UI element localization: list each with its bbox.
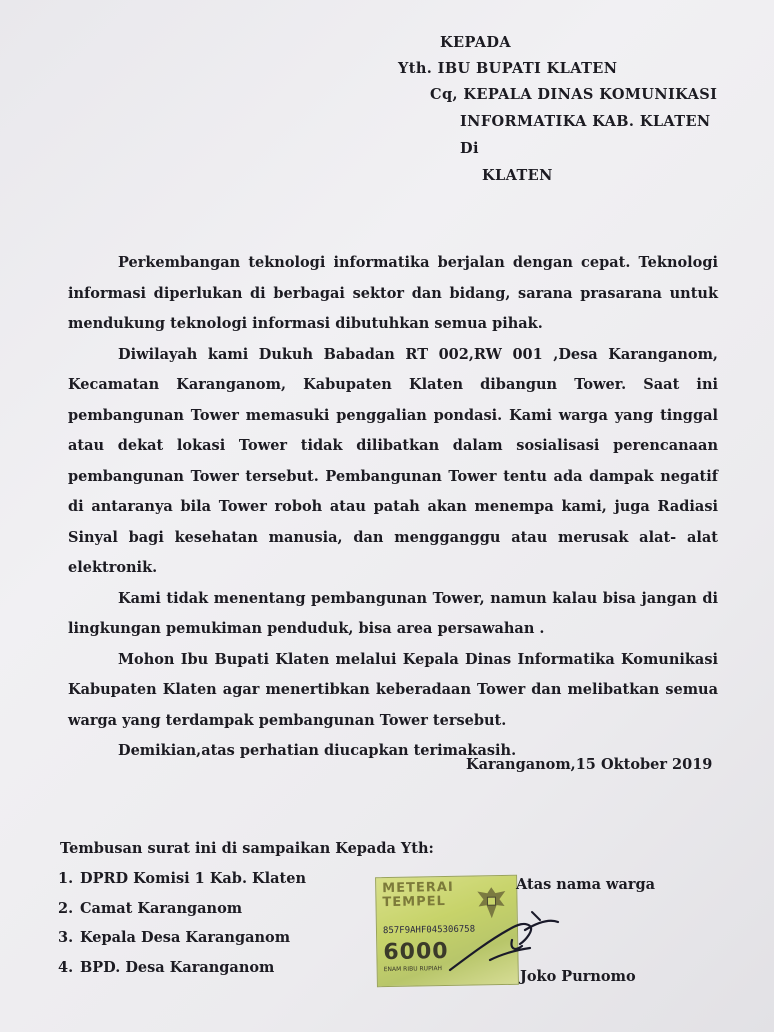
address-line-di: Di [460, 140, 479, 157]
paragraph-4: Mohon Ibu Bupati Klaten melalui Kepala Dinas Informatika Komunikasi Kabupaten Klaten agar menertibkan keberadaan Tower dan melibatkan semua warga yang terdampak pembangunan Tower tersebut. [68, 650, 718, 729]
letter-date: Karanganom,15 Oktober 2019 [466, 756, 713, 773]
signature-label: Atas nama warga [516, 876, 656, 893]
address-line-city: KLATEN [482, 167, 553, 184]
address-line-agency: INFORMATIKA KAB. KLATEN [460, 113, 711, 130]
stamp-title: METERAI TEMPEL [382, 879, 454, 911]
letter-body [68, 248, 718, 767]
cc-item: 2. Camat Karanganom [58, 899, 243, 917]
address-line-recipient: Yth. IBU BUPATI KLATEN [398, 60, 618, 77]
paragraph-3: Kami tidak menentang pembangunan Tower, namun kalau bisa jangan di lingkungan pemukiman penduduk, bisa area persawahan . [68, 589, 718, 637]
stamp-subtext: ENAM RIBU RUPIAH [383, 965, 443, 974]
cc-item: 1. DPRD Komisi 1 Kab. Klaten [58, 870, 307, 887]
cc-item: 4. BPD. Desa Karanganom [58, 958, 275, 976]
cc-list [58, 864, 306, 982]
paragraph-5: Demikian,atas perhatian diucapkan terimakasih. [118, 742, 517, 759]
stamp-value: 6000 [383, 938, 449, 966]
cc-item: 3. Kepala Desa Karanganom [58, 929, 291, 946]
stamp-serial: 857F9AHF045306758 [382, 924, 476, 937]
signer-name: Joko Purnomo [520, 968, 636, 985]
address-line-cq: Cq, KEPALA DINAS KOMUNIKASI [430, 86, 718, 103]
paragraph-1: Perkembangan teknologi informatika berjalan dengan cepat. Teknologi informasi diperlukan di berbagai sektor dan bidang, sarana prasarana untuk mendukung teknologi informasi dibutuhkan semua pihak. [68, 254, 718, 332]
cc-title: Tembusan surat ini di sampaikan Kepada Yth: [60, 840, 434, 857]
paragraph-2: Diwilayah kami Dukuh Babadan RT 002,RW 001 ,Desa Karanganom, Kecamatan Karanganom, Kabupaten Klaten dibangun Tower. Saat ini pembangunan Tower memasuki penggalian pondasi. Kami warga yang tinggal atau dekat lokasi Tower tidak dilibatkan dalam sosialisasi perencanaan pembangunan Tower tersebut. Pembangunan Tower tentu ada dampak negatif di antaranya bila Tower roboh atau patah akan menempa kami, juga Radiasi Sinyal bagi kesehatan manusia, dan mengganggu atau merusak alat- alat elektronik. [68, 345, 718, 576]
address-line-kepada: KEPADA [440, 34, 511, 51]
